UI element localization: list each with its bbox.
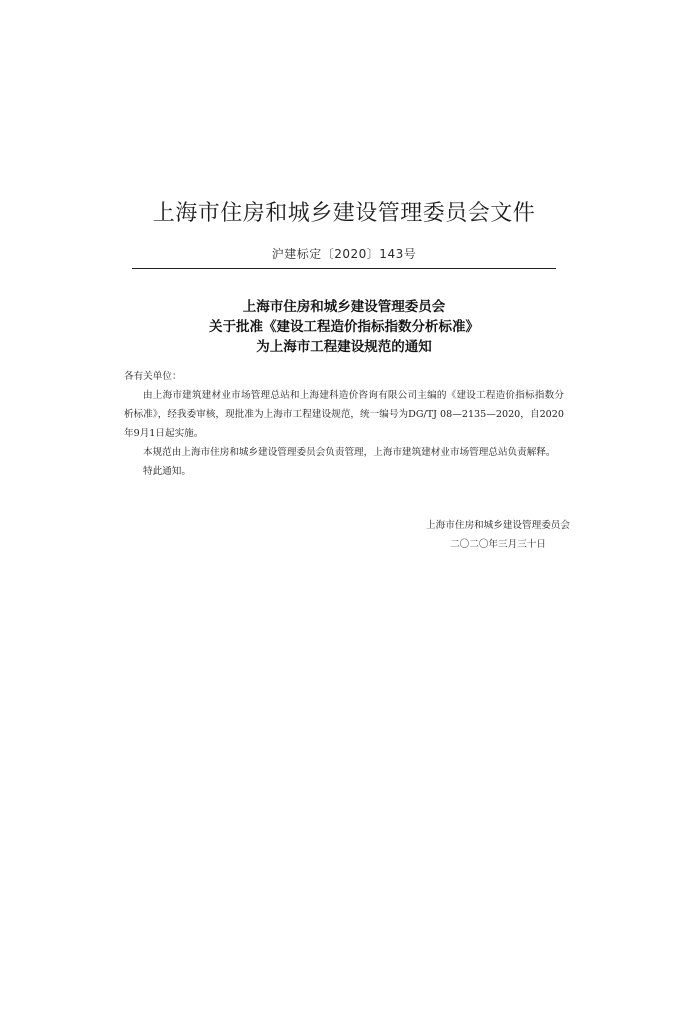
closing-line: 特此通知。 (143, 466, 191, 477)
notice-title (0, 297, 688, 357)
document-number: 沪建标定〔2020〕143号 (271, 247, 417, 261)
document-header-title: 上海市住房和城乡建设管理委员会文件 (152, 201, 536, 226)
issue-date: 二〇二〇年三月三十日 (450, 539, 546, 550)
issuer-name: 上海市住房和城乡建设管理委员会 (426, 520, 570, 531)
notice-title-line: 上海市住房和城乡建设管理委员会 (242, 299, 446, 315)
salutation: 各有关单位： (124, 371, 182, 382)
body-paragraph: 由上海市建筑建材业市场管理总站和上海建科造价咨询有限公司主编的《建设工程造价指标指数分析标准》，经我委审核，现批准为上海市工程建设规范，统一编号为DG/TJ 08—2135—2020，自2020年9月1日起实施。 (124, 390, 564, 439)
header-divider (132, 268, 556, 269)
body-paragraph: 本规范由上海市住房和城乡建设管理委员会负责管理，上海市建筑建材业市场管理总站负责解释。 (143, 447, 556, 458)
notice-title-line: 为上海市工程建设规范的通知 (256, 339, 432, 355)
signature-block (404, 516, 570, 554)
notice-body (124, 367, 564, 481)
notice-title-line: 关于批准《建设工程造价指标指数分析标准》 (209, 319, 479, 335)
